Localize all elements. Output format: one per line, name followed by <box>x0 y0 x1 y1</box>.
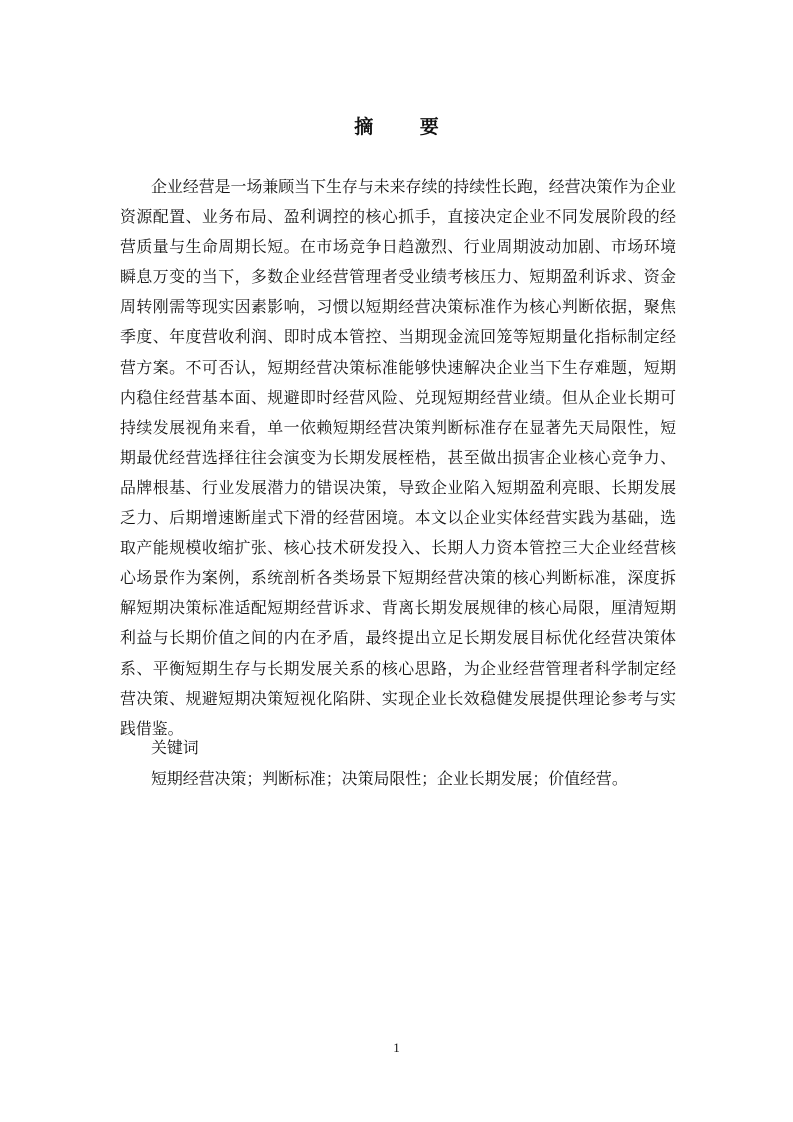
keywords-label: 关键词 <box>151 738 199 757</box>
abstract-title: 摘 要 <box>354 116 459 138</box>
abstract-body: 企业经营是一场兼顾当下生存与未来存续的持续性长跑，经营决策作为企业资源配置、业务布局、盈利调控的核心抓手，直接决定企业不同发展阶段的经营质量与生命周期长短。在市场竞争日趋激烈、行业周期波动加剧、市场环境瞬息万变的当下，多数企业经营管理者受业绩考核压力、短期盈利诉求、资金周转刚需等现实因素影响，习惯以短期经营决策标准作为核心判断依据，聚焦季度、年度营收利润、即时成本管控、当期现金流回笼等短期量化指标制定经营方案。不可否认，短期经营决策标准能够快速解决企业当下生存难题，短期内稳住经营基本面、规避即时经营风险、兑现短期经营业绩。但从企业长期可持续发展视角来看，单一依赖短期经营决策判断标准存在显著先天局限性，短期最优经营选择往往会演变为长期发展桎梏，甚至做出损害企业核心竞争力、品牌根基、行业发展潜力的错误决策，导致企业陷入短期盈利亮眼、长期发展乏力、后期增速断崖式下滑的经营困境。本文以企业实体经营实践为基础，选取产能规模收缩扩张、核心技术研发投入、长期人力资本管控三大企业经营核心场景作为案例，系统剖析各类场景下短期经营决策的核心判断标准，深度拆解短期决策标准适配短期经营诉求、背离长期发展规律的核心局限，厘清短期利益与长期价值之间的内在矛盾，最终提出立足长期发展目标优化经营决策体系、平衡短期生存与长期发展关系的核心思路，为企业经营管理者科学制定经营决策、规避短期决策短视化陷阱、实现企业长效稳健发展提供理论参考与实践借鉴。 <box>120 177 676 738</box>
page-number: 1 <box>393 1040 400 1055</box>
keywords-text: 短期经营决策；判断标准；决策局限性；企业长期发展；价值经营。 <box>151 769 628 788</box>
